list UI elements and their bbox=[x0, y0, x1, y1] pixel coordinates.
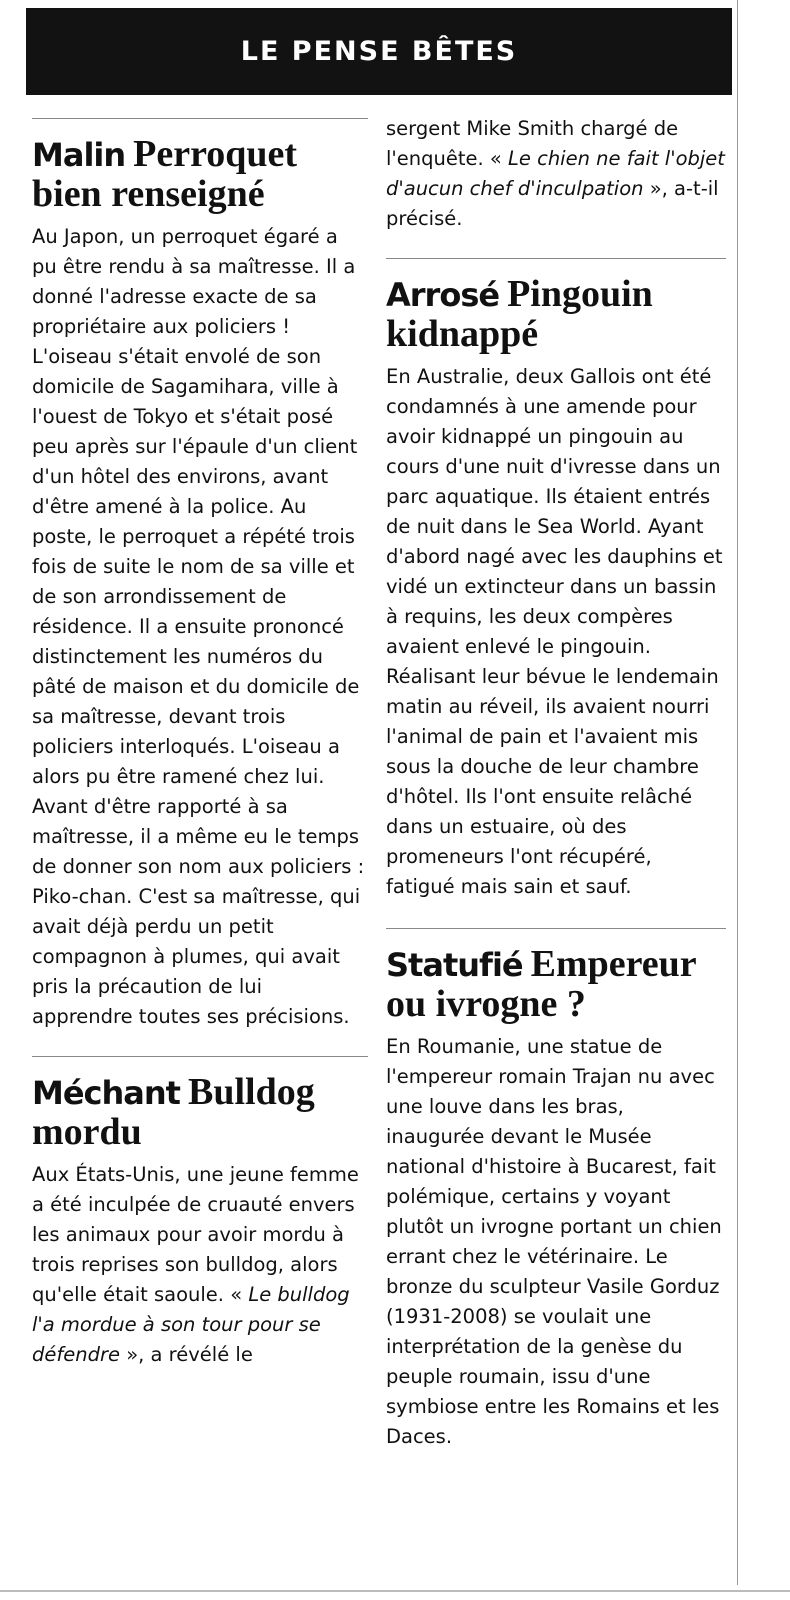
section-title: LE PENSE BÊTES bbox=[240, 36, 518, 67]
divider bbox=[32, 1056, 368, 1057]
article-malin bbox=[32, 135, 368, 1032]
section-banner bbox=[26, 8, 732, 95]
body-text: sergent Mike Smith chargé de l'enquête. « bbox=[386, 117, 679, 170]
article-kicker: Méchant bbox=[32, 1074, 180, 1112]
body-text: », a-t-il précisé. bbox=[386, 177, 719, 230]
body-text: Aux États-Unis, une jeune femme a été inculpée de cruauté envers les animaux pour avoir mordu à trois reprises son bulldog, alors qu'elle était saoule. « bbox=[32, 1163, 359, 1306]
article-body bbox=[32, 1160, 368, 1370]
article-statufie bbox=[386, 945, 726, 1452]
article-title: Empereur ou ivrogne ? bbox=[386, 943, 696, 1025]
divider bbox=[386, 258, 726, 259]
divider bbox=[32, 118, 368, 119]
article-title: Pingouin kidnappé bbox=[386, 273, 653, 355]
quote-text: Le bulldog l'a mordue à son tour pour se défendre bbox=[32, 1283, 350, 1366]
article-mechant bbox=[32, 1073, 368, 1370]
article-title: Perroquet bien renseigné bbox=[32, 133, 298, 215]
article-body bbox=[386, 114, 726, 234]
quote-text: Le chien ne fait l'objet d'aucun chef d'inculpation bbox=[386, 147, 725, 200]
right-column bbox=[386, 114, 726, 1452]
article-kicker: Malin bbox=[32, 136, 126, 174]
article-headline bbox=[386, 275, 726, 354]
article-mechant-continued bbox=[386, 114, 726, 234]
article-headline bbox=[32, 1073, 368, 1152]
left-column bbox=[32, 118, 368, 1370]
article-kicker: Statufié bbox=[386, 946, 523, 984]
article-kicker: Arrosé bbox=[386, 276, 500, 314]
article-arrose bbox=[386, 275, 726, 902]
divider bbox=[386, 928, 726, 929]
page-edge-rule bbox=[737, 0, 738, 1585]
article-headline bbox=[386, 945, 726, 1024]
article-headline bbox=[32, 135, 368, 214]
page-bottom-rule bbox=[0, 1590, 790, 1592]
article-body: En Australie, deux Gallois ont été condamnés à une amende pour avoir kidnappé un pingouin au cours d'une nuit d'ivresse dans un parc aquatique. Ils étaient entrés de nuit dans le Sea World. Ayant d'abord nagé avec les dauphins et vidé un extincteur dans un bassin à requins, les deux compères avaient enlevé le pingouin. Réalisant leur bévue le lendemain matin au réveil, ils avaient nourri l'animal de pain et l'avaient mis sous la douche de leur chambre d'hôtel. Ils l'ont ensuite relâché dans un estuaire, où des promeneurs l'ont récupéré, fatigué mais sain et sauf. bbox=[386, 365, 723, 898]
article-body: Au Japon, un perroquet égaré a pu être rendu à sa maîtresse. Il a donné l'adresse exacte de sa propriétaire aux policiers ! L'oiseau s'était envolé de son domicile de Sagamihara, ville à l'ouest de Tokyo et s'était posé peu après sur l'épaule d'un client d'un hôtel des environs, avant d'être amené à la police. Au poste, le perroquet a répété trois fois de suite le nom de sa ville et de son arrondissement de résidence. Il a ensuite prononcé distinctement les numéros du pâté de maison et du domicile de sa maîtresse, devant trois policiers interloqués. L'oiseau a alors pu être ramené chez lui. Avant d'être rapporté à sa maîtresse, il a même eu le temps de donner son nom aux policiers : Piko-chan. C'est sa maîtresse, qui avait déjà perdu un petit compagnon à plumes, qui avait pris la précaution de lui apprendre toutes ses précisions. bbox=[32, 225, 365, 1028]
body-text: », a révélé le bbox=[120, 1343, 253, 1366]
article-body: En Roumanie, une statue de l'empereur romain Trajan nu avec une louve dans les bras, inaugurée devant le Musée national d'histoire à Bucarest, fait polémique, certains y voyant plutôt un ivrogne portant un chien errant chez le vétérinaire. Le bronze du sculpteur Vasile Gorduz (1931-2008) se voulait une interprétation de la genèse du peuple roumain, issu d'une symbiose entre les Romains et les Daces. bbox=[386, 1035, 722, 1448]
article-title: Bulldog mordu bbox=[32, 1071, 315, 1153]
